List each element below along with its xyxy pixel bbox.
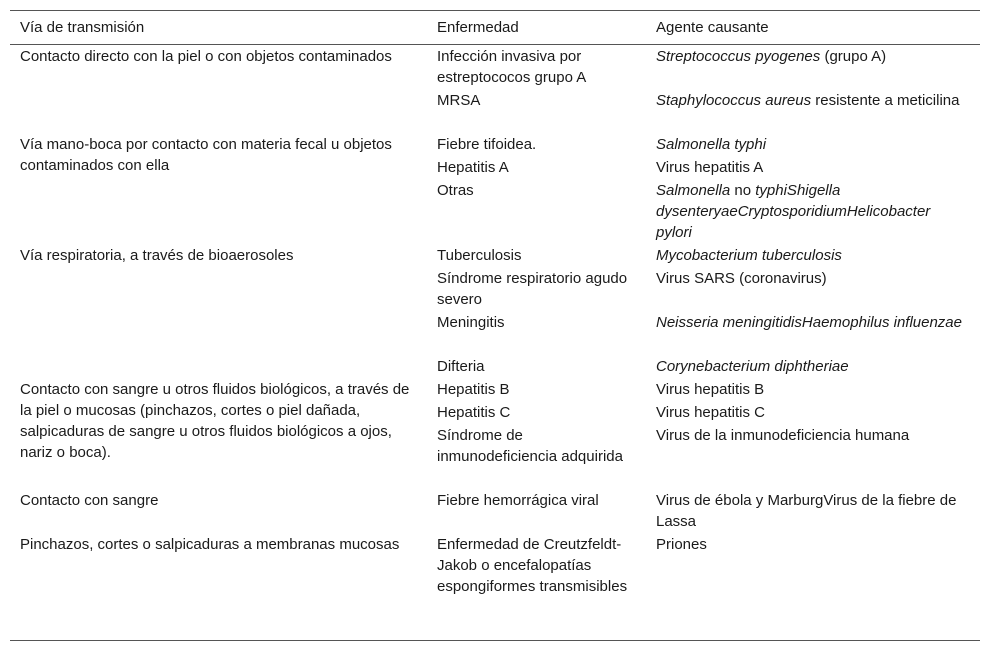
- causal-agent: [656, 134, 970, 155]
- agent-text: Virus de la inmunodeficiencia humana: [656, 427, 910, 444]
- agent-cell: [646, 489, 980, 533]
- table-row: [10, 133, 980, 244]
- disease-name: Hepatitis C: [437, 404, 511, 421]
- causal-agent: [656, 379, 970, 400]
- causal-agent: [656, 90, 970, 132]
- disease-name: Difteria: [437, 358, 485, 375]
- causal-agent: [656, 356, 970, 377]
- disease-name: Hepatitis A: [437, 159, 509, 176]
- agent-cell: [646, 378, 980, 489]
- disease-cell: [427, 489, 646, 533]
- disease-name: Hepatitis B: [437, 381, 510, 398]
- causal-agent: [656, 312, 970, 354]
- agent-text: no: [730, 182, 756, 199]
- agent-name-italic: Salmonella: [656, 182, 731, 199]
- disease-name: Tuberculosis: [437, 247, 522, 264]
- agent-cell: [646, 244, 980, 378]
- agent-text: resistente a meticilina: [811, 92, 960, 109]
- causal-agent: [656, 402, 970, 423]
- agent-name-italic: Mycobacterium tuberculosis: [656, 247, 842, 264]
- header-agent: Agente causante: [656, 19, 769, 36]
- disease-cell: [427, 133, 646, 244]
- agent-text: Virus SARS (coronavirus): [656, 270, 827, 287]
- header-disease: Enfermedad: [437, 19, 519, 36]
- route-cell: Vía mano-boca por contacto con materia fecal u objetos contaminados con ella: [20, 136, 392, 174]
- causal-agent: [656, 46, 970, 88]
- disease-name: Meningitis: [437, 314, 505, 331]
- disease-cell: [427, 378, 646, 489]
- causal-agent: [656, 268, 970, 310]
- agent-cell: [646, 533, 980, 641]
- agent-text: Virus hepatitis A: [656, 159, 764, 176]
- causal-agent: [656, 245, 970, 266]
- causal-agent: [656, 157, 970, 178]
- disease-name: Síndrome de inmunodeficiencia adquirida: [437, 427, 623, 465]
- agent-name-italic: Neisseria meningitidisHaemophilus influenzae: [656, 314, 962, 331]
- agent-text: (grupo A): [820, 48, 887, 65]
- disease-name: Infección invasiva por estreptococos grupo A: [437, 48, 587, 86]
- disease-name: Fiebre tifoidea.: [437, 136, 537, 153]
- header-row: [10, 11, 980, 45]
- disease-name: Síndrome respiratorio agudo severo: [437, 270, 628, 308]
- agent-cell: [646, 45, 980, 134]
- disease-cell: [427, 244, 646, 378]
- table-row: [10, 45, 980, 134]
- agent-name-italic: Salmonella typhi: [656, 136, 767, 153]
- agent-name-italic: Staphylococcus aureus: [656, 92, 812, 109]
- causal-agent: [656, 425, 970, 488]
- table-body: [10, 45, 980, 641]
- table-row: [10, 533, 980, 641]
- route-cell: Contacto con sangre u otros fluidos biológicos, a través de la piel o mucosas (pinchazos, cortes o piel dañada, salpicaduras de sangre u otros fluidos biológicos a ojos, nariz o boca).: [20, 381, 410, 461]
- agent-text: Virus hepatitis C: [656, 404, 765, 421]
- disease-name: Enfermedad de Creutzfeldt-Jakob o encefalopatías espongiformes transmisibles: [437, 536, 628, 595]
- causal-agent: [656, 534, 970, 639]
- table-row: [10, 489, 980, 533]
- agent-name-italic: Corynebacterium diphtheriae: [656, 358, 849, 375]
- causal-agent: [656, 180, 970, 243]
- route-cell: Pinchazos, cortes o salpicaduras a membranas mucosas: [20, 536, 400, 553]
- disease-name: MRSA: [437, 92, 481, 109]
- causal-agent: [656, 490, 970, 532]
- agent-name-italic: typhiShigella dysenteryaeCryptosporidiumHelicobacter pylori: [656, 182, 931, 241]
- route-cell: Vía respiratoria, a través de bioaerosoles: [20, 247, 294, 264]
- agent-cell: [646, 133, 980, 244]
- agent-text: Virus de ébola y MarburgVirus de la fiebre de Lassa: [656, 492, 957, 530]
- transmission-table-container: [10, 10, 980, 641]
- route-cell: Contacto directo con la piel o con objetos contaminados: [20, 48, 392, 65]
- table-header: [10, 11, 980, 45]
- table-row: [10, 244, 980, 378]
- disease-name: Otras: [437, 182, 474, 199]
- agent-text: Priones: [656, 536, 707, 553]
- agent-text: Virus hepatitis B: [656, 381, 765, 398]
- table-row: [10, 378, 980, 489]
- disease-name: Fiebre hemorrágica viral: [437, 492, 599, 509]
- header-route: Vía de transmisión: [20, 19, 145, 36]
- disease-cell: [427, 533, 646, 641]
- route-cell: Contacto con sangre: [20, 492, 159, 509]
- disease-cell: [427, 45, 646, 134]
- agent-name-italic: Streptococcus pyogenes: [656, 48, 821, 65]
- transmission-table: [10, 10, 980, 641]
